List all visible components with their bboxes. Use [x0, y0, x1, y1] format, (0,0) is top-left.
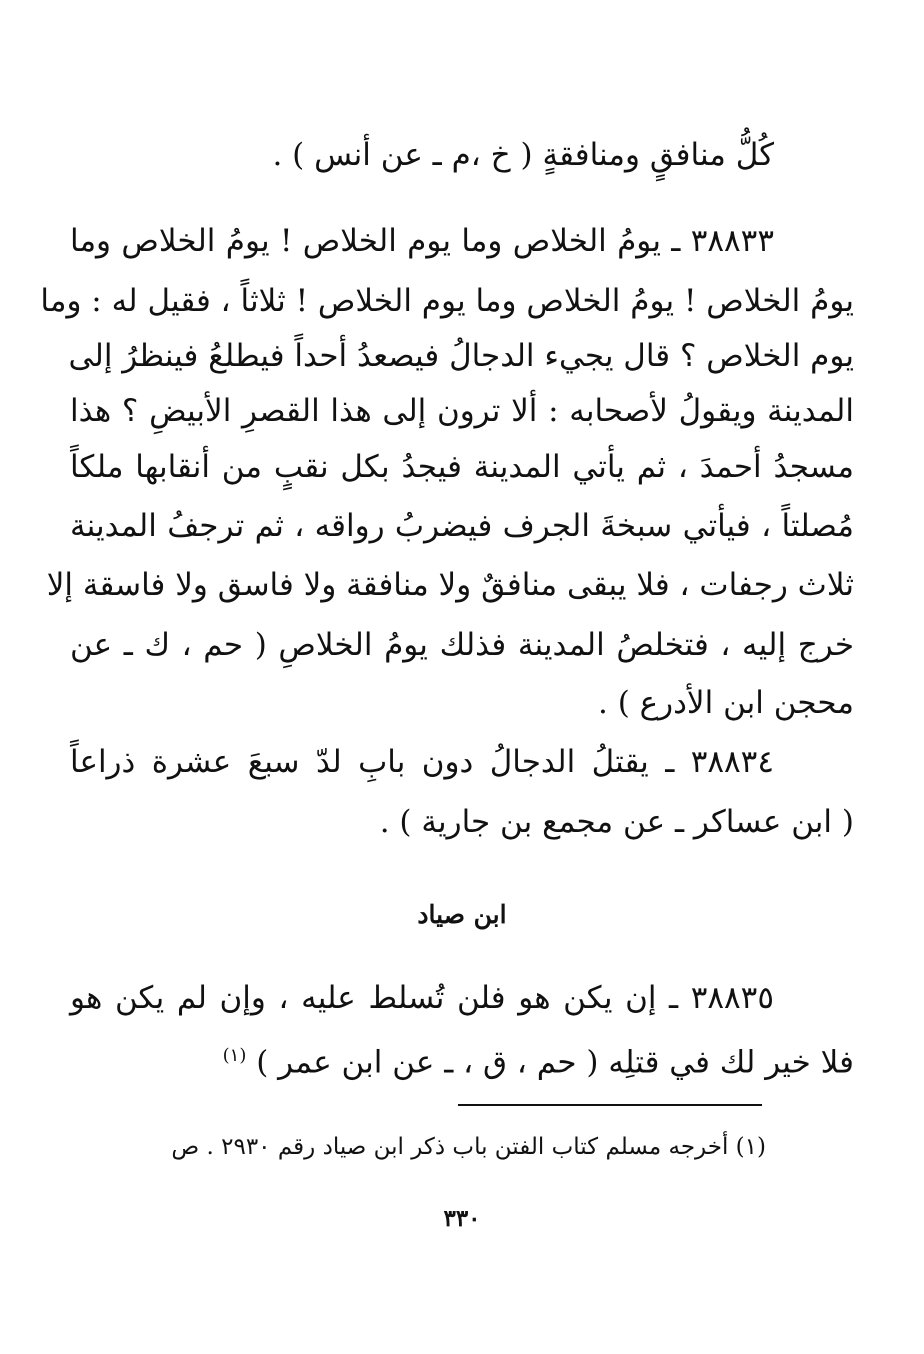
text-line: ٣٨٨٣٣ ـ يومُ الخلاص وما يوم الخلاص ! يومُ الخلاص وما — [70, 223, 774, 259]
text-line: يومُ الخلاص ! يومُ الخلاص وما يوم الخلاص ! ثلاثاً ، فقيل له : وما — [40, 283, 854, 319]
footnote-marker: (١) — [222, 1045, 247, 1066]
text-line: محجن ابن الأدرع ) . — [598, 685, 854, 721]
section-heading: ابن صياد — [417, 900, 507, 929]
page-number: ٣٣٠ — [443, 1205, 481, 1232]
text-line: ٣٨٨٣٥ ـ إن يكن هو فلن تُسلط عليه ، وإن لم يكن هو — [70, 980, 774, 1016]
text-line: مُصلتاً ، فيأتي سبخةَ الجرف فيضربُ رواقه ، ثم ترجفُ المدينة — [70, 508, 854, 544]
text-line: كُلُّ منافقٍ ومنافقةٍ ( خ ،م ـ عن أنس ) . — [272, 137, 774, 173]
footnote: (١) أخرجه مسلم كتاب الفتن باب ذكر ابن صياد رقم ٢٩٣٠ . ص — [171, 1134, 766, 1160]
text-line: ( ابن عساكر ـ عن مجمع بن جارية ) . — [379, 804, 854, 840]
text-line: ٣٨٨٣٤ ـ يقتلُ الدجالُ دون بابِ لدّ سبعَ عشرة ذراعاً — [70, 744, 774, 780]
footnote-divider — [458, 1104, 762, 1106]
text-line: المدينة ويقولُ لأصحابه : ألا ترون إلى هذا القصرِ الأبيضِ ؟ هذا — [70, 393, 854, 429]
text-line: مسجدُ أحمدَ ، ثم يأتي المدينة فيجدُ بكل نقبٍ من أنقابها ملكاً — [70, 449, 854, 485]
text-line: خرج إليه ، فتخلصُ المدينة فذلك يومُ الخلاصِ ( حم ، ك ـ عن — [70, 627, 854, 663]
text-line: يوم الخلاص ؟ قال يجيء الدجالُ فيصعدُ أحداً فيطلعُ فينظرُ إلى — [68, 338, 854, 374]
text-line-content: فلا خير لك في قتلِه ( حم ، ق ، ـ عن ابن عمر ) — [256, 1044, 854, 1081]
text-line: ثلاث رجفات ، فلا يبقى منافقٌ ولا منافقة ولا فاسق ولا فاسقة إلا — [46, 567, 854, 603]
text-line — [223, 1036, 854, 1082]
